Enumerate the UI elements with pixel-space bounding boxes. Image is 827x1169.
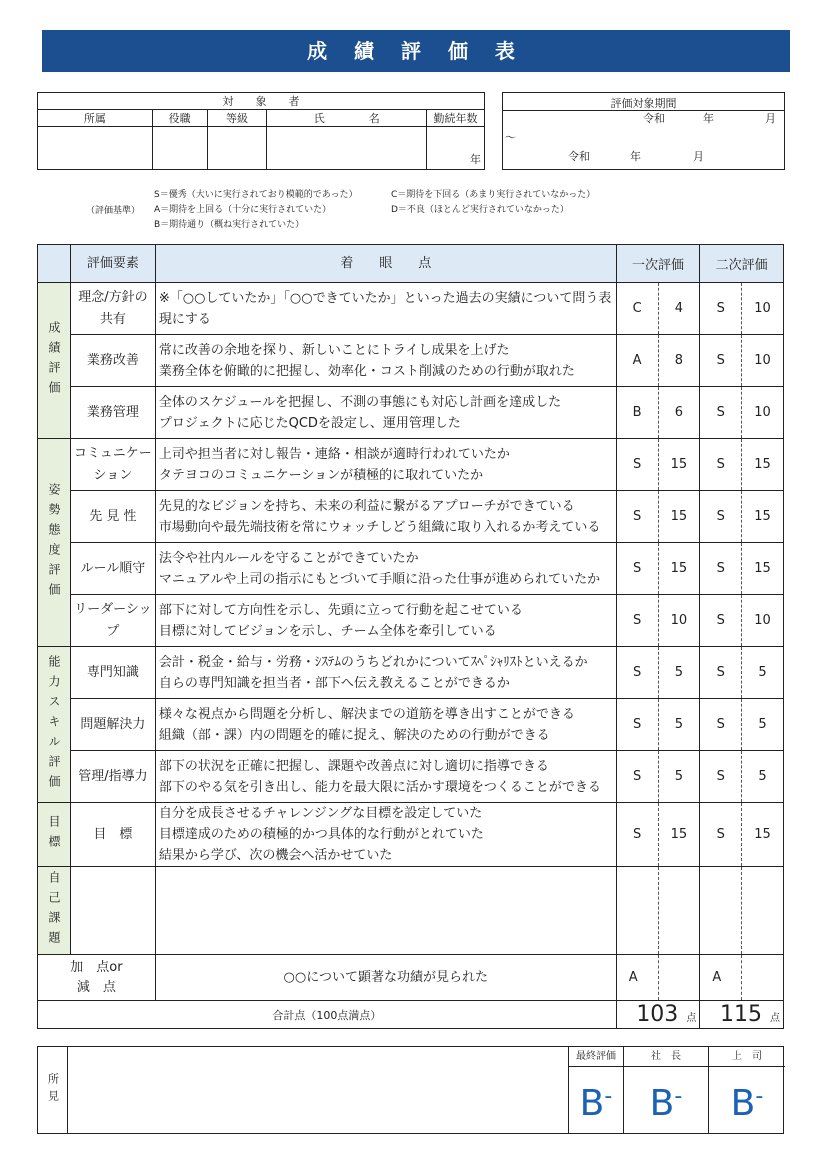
element-label: 専門知識 <box>71 647 156 699</box>
table-row <box>38 491 784 543</box>
final-eval-label: 最終評価 <box>569 1047 623 1067</box>
grade-field[interactable] <box>207 127 267 170</box>
first-grade: S <box>616 751 658 803</box>
element-label: コミュニケーション <box>71 439 156 491</box>
second-score <box>742 867 784 955</box>
table-row <box>38 647 784 699</box>
table-row <box>38 283 784 335</box>
focus-text: 全体のスケジュールを把握し、不測の事態にも対応し計画を達成した プロジェクトに応じたQCDを設定し、運用管理した <box>155 387 616 439</box>
second-score: 10 <box>742 595 784 647</box>
second-grade: S <box>700 751 742 803</box>
final-eval-value: B <box>579 1083 605 1124</box>
table-row <box>38 543 784 595</box>
bonus-label: 加 点or 減 点 <box>38 955 156 1001</box>
header-name: 氏 名 <box>267 110 427 127</box>
total-first-value: 103 <box>636 1002 679 1027</box>
second-score: 5 <box>742 647 784 699</box>
boss-eval-label: 上 司 <box>709 1047 785 1067</box>
period-end-year: 年 <box>630 150 641 163</box>
table-row <box>38 439 784 491</box>
page-title: 成 績 評 価 表 <box>42 30 790 72</box>
period-start-era: 令和 <box>643 112 665 125</box>
total-unit: 点 <box>686 1013 697 1024</box>
table-row <box>38 803 784 867</box>
element-label: 問題解決力 <box>71 699 156 751</box>
total-second-value: 115 <box>720 1002 762 1027</box>
president-eval: 社 長 B- <box>623 1047 708 1133</box>
first-score: 5 <box>658 647 700 699</box>
criteria-label: （評価基準） <box>86 206 141 216</box>
period-start-month: 月 <box>765 112 776 125</box>
second-score: 5 <box>742 699 784 751</box>
table-row <box>38 867 784 955</box>
bonus-focus: ○○について顕著な功績が見られた <box>155 955 616 1001</box>
second-grade: S <box>700 387 742 439</box>
second-score: 15 <box>742 491 784 543</box>
final-eval: 最終評価 B- <box>568 1047 623 1133</box>
affiliation-field[interactable] <box>38 127 153 170</box>
president-eval-value: B <box>649 1083 675 1124</box>
bonus-first-grade: A <box>616 955 658 1001</box>
second-grade: S <box>700 699 742 751</box>
element-label: 業務改善 <box>71 335 156 387</box>
header-focus: 着 眼 点 <box>155 245 616 283</box>
first-score: 15 <box>658 439 700 491</box>
focus-text: 先見的なビジョンを持ち、未来の利益に繋がるアプローチができている 市場動向や最先端技術を常にウォッチしどう組織に取り入れるか考えている <box>155 491 616 543</box>
evaluation-table <box>37 244 784 1029</box>
years-field[interactable] <box>427 127 485 170</box>
first-score: 5 <box>658 699 700 751</box>
focus-text: 部下の状況を正確に把握し、課題や改善点に対し適切に指導できる 部下のやる気を引き出し、能力を最大限に活かす環境をつくることができる <box>155 751 616 803</box>
first-score: 8 <box>658 335 700 387</box>
period-tilde: 〜 <box>505 131 516 144</box>
total-unit: 点 <box>770 1013 780 1024</box>
second-score: 15 <box>742 439 784 491</box>
table-row <box>38 751 784 803</box>
period-end-month: 月 <box>693 150 704 163</box>
first-grade: S <box>616 699 658 751</box>
element-label: ルール順守 <box>71 543 156 595</box>
period-caption: 評価対象期間 <box>610 97 677 110</box>
bonus-first-score <box>658 955 700 1001</box>
second-grade: S <box>700 595 742 647</box>
first-score: 10 <box>658 595 700 647</box>
president-eval-label: 社 長 <box>624 1047 708 1067</box>
table-row <box>38 595 784 647</box>
total-first <box>616 1001 700 1029</box>
first-score: 6 <box>658 387 700 439</box>
element-label: 業務管理 <box>71 387 156 439</box>
period-start-year: 年 <box>703 112 714 125</box>
criteria-s: S＝優秀（大いに実行されており模範的であった） <box>154 190 358 200</box>
focus-text: 常に改善の余地を探り、新しいことにトライし成果を上げた 業務全体を俯瞰的に把握し、効率化・コスト削減のための行動が取れた <box>155 335 616 387</box>
year-unit: 年 <box>470 153 481 166</box>
second-score: 10 <box>742 283 784 335</box>
first-grade: B <box>616 387 658 439</box>
first-score: 5 <box>658 751 700 803</box>
first-grade: S <box>616 491 658 543</box>
category-label: 目標 <box>38 803 71 867</box>
element-label <box>71 867 156 955</box>
focus-text: 上司や担当者に対し報告・連絡・相談が適時行われていたか タテヨコのコミュニケーションが積極的に取れていたか <box>155 439 616 491</box>
evaluation-period <box>502 92 785 170</box>
total-row <box>38 1001 784 1029</box>
target-person-table <box>37 92 485 170</box>
first-score <box>658 867 700 955</box>
second-score: 10 <box>742 387 784 439</box>
first-grade: C <box>616 283 658 335</box>
bonus-second-score <box>742 955 784 1001</box>
first-grade <box>616 867 658 955</box>
second-score: 15 <box>742 543 784 595</box>
element-label: 理念/方針の共有 <box>71 283 156 335</box>
position-field[interactable] <box>152 127 207 170</box>
total-label: 合計点（100点満点） <box>38 1001 617 1029</box>
second-grade: S <box>700 335 742 387</box>
element-label: リーダーシップ <box>71 595 156 647</box>
focus-text: 部下に対して方向性を示し、先頭に立って行動を起こせている 目標に対してビジョンを示し、チーム全体を牽引している <box>155 595 616 647</box>
header-grade: 等級 <box>207 110 267 127</box>
first-score: 15 <box>658 543 700 595</box>
table-row <box>38 335 784 387</box>
criteria-c: C＝期待を下回る（あまり実行されていなかった） <box>391 190 596 200</box>
element-label: 管理/指導力 <box>71 751 156 803</box>
second-grade: S <box>700 491 742 543</box>
second-grade <box>700 867 742 955</box>
opinion-label: 所見 <box>38 1047 68 1133</box>
first-score: 4 <box>658 283 700 335</box>
second-grade: S <box>700 439 742 491</box>
element-label: 先 見 性 <box>71 491 156 543</box>
category-label: 成績評価 <box>38 283 71 439</box>
second-score: 15 <box>742 803 784 867</box>
focus-text: 会計・税金・給与・労務・ｼｽﾃﾑのうちどれかについてｽﾍﾟｼｬﾘｽﾄといえるか 自らの専門知識を担当者・部下へ伝え教えることができるか <box>155 647 616 699</box>
header-element: 評価要素 <box>71 245 156 283</box>
first-grade: S <box>616 595 658 647</box>
category-label: 自己課題 <box>38 867 71 955</box>
category-label: 姿勢態度評価 <box>38 439 71 647</box>
second-score: 10 <box>742 335 784 387</box>
table-row <box>38 387 784 439</box>
period-end-era: 令和 <box>568 150 590 163</box>
criteria-a: A＝期待を上回る（十分に実行されていた） <box>154 205 332 215</box>
header-first-eval: 一次評価 <box>616 245 700 283</box>
second-grade: S <box>700 283 742 335</box>
element-label: 目 標 <box>71 803 156 867</box>
focus-text: 様々な視点から問題を分析し、解決までの道筋を導き出すことができる 組織（部・課）内の問題を的確に捉え、解決のための行動ができる <box>155 699 616 751</box>
focus-text: ※「○○していたか」「○○できていたか」といった過去の実績について問う表現にする <box>155 283 616 335</box>
first-grade: S <box>616 803 658 867</box>
boss-eval-value: B <box>730 1083 756 1124</box>
boss-eval: 上 司 B- <box>708 1047 785 1133</box>
first-grade: S <box>616 543 658 595</box>
bonus-second-grade: A <box>700 955 742 1001</box>
header-position: 役職 <box>152 110 207 127</box>
name-field[interactable] <box>267 127 427 170</box>
criteria-b: B＝期待通り（概ね実行されていた） <box>154 220 305 230</box>
first-grade: A <box>616 335 658 387</box>
category-label: 能力スキル評価 <box>38 647 71 803</box>
opinion-section <box>37 1046 784 1134</box>
bonus-row <box>38 955 784 1001</box>
focus-text: 自分を成長させるチャレンジングな目標を設定していた 目標達成のための積極的かつ具体的な行動がとれていた 結果から学び、次の機会へ活かせていた <box>155 803 616 867</box>
total-second <box>700 1001 784 1029</box>
second-grade: S <box>700 803 742 867</box>
header-second-eval: 二次評価 <box>700 245 784 283</box>
header-affiliation: 所属 <box>38 110 153 127</box>
first-grade: S <box>616 439 658 491</box>
first-score: 15 <box>658 803 700 867</box>
target-caption: 対 象 者 <box>38 93 485 110</box>
second-score: 5 <box>742 751 784 803</box>
first-grade: S <box>616 647 658 699</box>
table-row <box>38 699 784 751</box>
second-grade: S <box>700 647 742 699</box>
focus-text: 法令や社内ルールを守ることができていたか マニュアルや上司の指示にもとづいて手順に沿った仕事が進められていたか <box>155 543 616 595</box>
header-years: 勤続年数 <box>427 110 485 127</box>
focus-text <box>155 867 616 955</box>
first-score: 15 <box>658 491 700 543</box>
criteria-d: D＝不良（ほとんど実行されていなかった） <box>391 205 569 215</box>
second-grade: S <box>700 543 742 595</box>
